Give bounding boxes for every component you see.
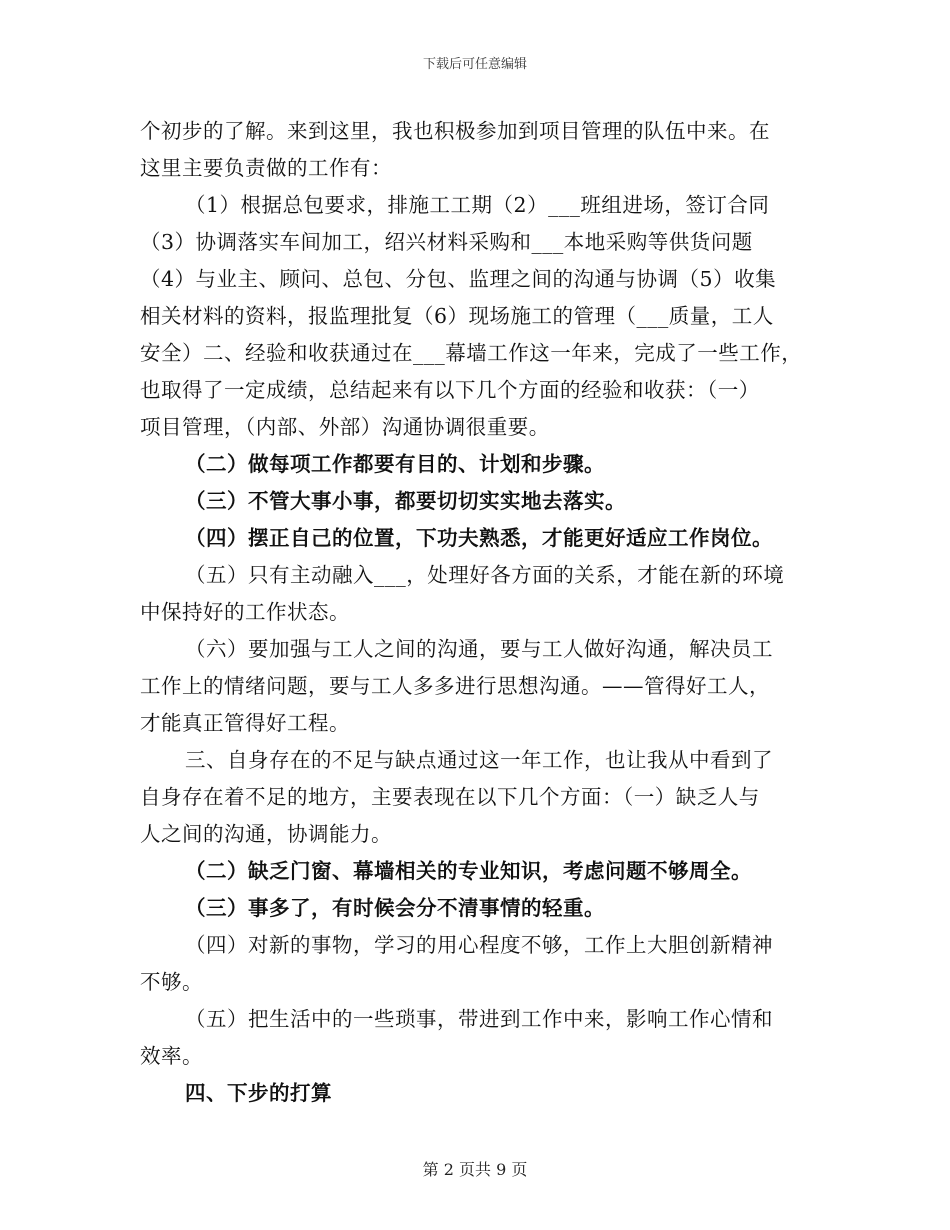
- paragraph-line: （五）把生活中的一些琐事，带进到工作中来，影响工作心情和: [185, 1007, 773, 1031]
- paragraph-line: 也取得了一定成绩，总结起来有以下几个方面的经验和收获：（一）: [140, 378, 760, 402]
- paragraph-line: （五）只有主动融入___，处理好各方面的关系，才能在新的环境: [185, 563, 785, 587]
- paragraph-line: 工作上的情绪问题，要与工人多多进行思想沟通。——管得好工人，: [140, 674, 770, 698]
- paragraph-line: 项目管理，（内部、外部）沟通协调很重要。: [140, 415, 550, 439]
- paragraph-line: 自身存在着不足的地方，主要表现在以下几个方面：（一）缺乏人与: [140, 785, 760, 809]
- paragraph-line: 三、自身存在的不足与缺点通过这一年工作，也让我从中看到了: [185, 748, 773, 772]
- page-footer: 第 2 页共 9 页: [422, 1160, 528, 1179]
- bold-heading-line: （二）做每项工作都要有目的、计划和步骤。: [185, 452, 605, 476]
- section-heading: 四、下步的打算: [185, 1081, 332, 1105]
- bold-heading-line: （四）摆正自己的位置，下功夫熟悉，才能更好适应工作岗位。: [185, 526, 773, 550]
- paragraph-line: 安全）二、经验和收获通过在___幕墙工作这一年来，完成了一些工作，: [140, 341, 803, 365]
- bold-heading-line: （三）不管大事小事，都要切切实实地去落实。: [185, 489, 626, 513]
- paragraph-line: （1）根据总包要求，排施工工期（2）___班组进场，签订合同: [185, 193, 770, 217]
- paragraph-line: 人之间的沟通，协调能力。: [140, 822, 392, 846]
- paragraph-line: （六）要加强与工人之间的沟通，要与工人做好沟通，解决员工: [185, 637, 773, 661]
- paragraph-line: 才能真正管得好工程。: [140, 711, 350, 735]
- paragraph-line: 不够。: [140, 970, 203, 994]
- paragraph-line: 效率。: [140, 1044, 203, 1068]
- bold-heading-line: （二）缺乏门窗、幕墙相关的专业知识，考虑问题不够周全。: [185, 859, 752, 883]
- paragraph-line: （四）对新的事物，学习的用心程度不够，工作上大胆创新精神: [185, 933, 773, 957]
- paragraph-line: （3）协调落实车间加工，绍兴材料采购和___本地采购等供货问题: [140, 230, 753, 254]
- paragraph-line: 个初步的了解。来到这里，我也积极参加到项目管理的队伍中来。在: [140, 119, 770, 143]
- paragraph-line: 中保持好的工作状态。: [140, 600, 350, 624]
- bold-heading-line: （三）事多了，有时候会分不清事情的轻重。: [185, 896, 605, 920]
- document-body: [140, 113, 820, 1112]
- page-header: 下载后可任意编辑: [422, 57, 527, 72]
- paragraph-line: 相关材料的资料，报监理批复（6）现场施工的管理（___质量，工人: [140, 304, 774, 328]
- paragraph-line: 这里主要负责做的工作有：: [140, 156, 392, 180]
- paragraph-line: （4）与业主、顾问、总包、分包、监理之间的沟通与协调（5）收集: [140, 267, 777, 291]
